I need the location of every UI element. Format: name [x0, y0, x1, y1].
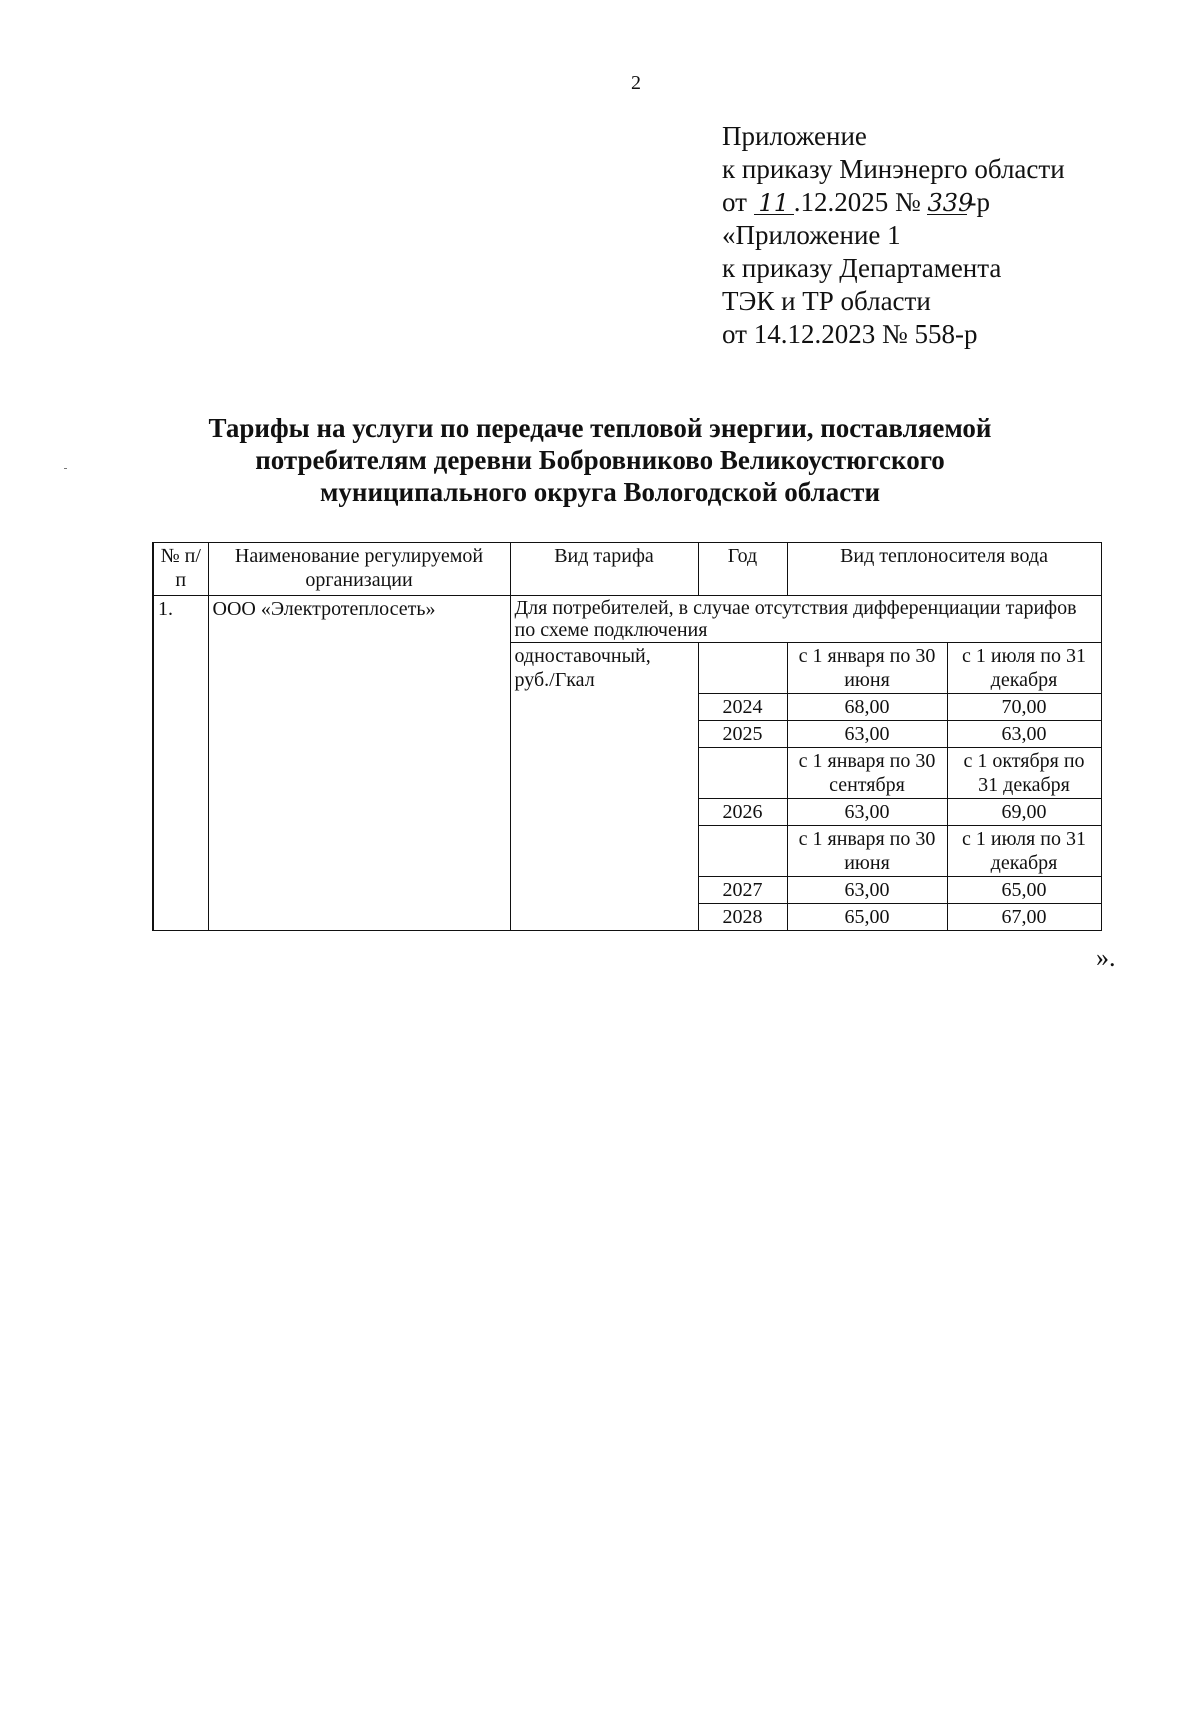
tariff-table	[152, 542, 1102, 931]
appendix-header	[722, 120, 1065, 351]
period-label: с 1 января по 30 июня	[787, 643, 947, 694]
appendix-line-5: к приказу Департамента	[722, 253, 1002, 283]
tariff-value: 63,00	[787, 877, 947, 904]
tariff-value: 65,00	[787, 904, 947, 931]
tariff-value: 70,00	[947, 694, 1101, 721]
tariff-value: 63,00	[787, 799, 947, 826]
tariff-value: 65,00	[947, 877, 1101, 904]
year-cell: 2025	[698, 721, 787, 748]
appendix-line-2: к приказу Минэнерго области	[722, 154, 1065, 184]
period-label: с 1 января по 30 сентября	[787, 748, 947, 799]
tariff-value: 67,00	[947, 904, 1101, 931]
handwritten-order-number: 339	[927, 189, 974, 217]
table-row	[153, 596, 1101, 643]
appendix-line-7: от 14.12.2023 № 558-р	[722, 319, 978, 349]
scan-speck	[64, 468, 67, 469]
year-cell: 2028	[698, 904, 787, 931]
header-year: Год	[698, 543, 787, 596]
period-label: с 1 июля по 31 декабря	[947, 826, 1101, 877]
appendix-order-suffix: -р	[967, 187, 990, 217]
period-label: с 1 июля по 31 декабря	[947, 643, 1101, 694]
page-number: 2	[631, 72, 641, 94]
handwritten-day: 11	[754, 192, 794, 215]
table-header-row	[153, 543, 1101, 596]
row-number: 1.	[153, 596, 208, 931]
title-line-1: Тарифы на услуги по передаче тепловой энергии, поставляемой	[208, 413, 992, 443]
document-title	[150, 412, 1050, 508]
closing-quote: ».	[1096, 943, 1116, 972]
year-cell: 2024	[698, 694, 787, 721]
header-tariff-type: Вид тарифа	[510, 543, 698, 596]
title-line-3: муниципального округа Вологодской области	[320, 477, 880, 507]
tariff-value: 69,00	[947, 799, 1101, 826]
year-cell-empty	[698, 643, 787, 694]
appendix-date-mid: .12.2025 №	[793, 187, 928, 217]
appendix-line-4: «Приложение 1	[722, 220, 901, 250]
title-line-2: потребителям деревни Бобровниково Великоустюгского	[255, 445, 945, 475]
tariff-label: одноставочный, руб./Гкал	[510, 643, 698, 931]
organization-name: ООО «Электротеплосеть»	[208, 596, 510, 931]
year-cell: 2026	[698, 799, 787, 826]
tariff-value: 68,00	[787, 694, 947, 721]
period-label: с 1 января по 30 июня	[787, 826, 947, 877]
appendix-date-prefix: от	[722, 187, 754, 217]
appendix-line-1: Приложение	[722, 121, 867, 151]
year-cell-empty	[698, 826, 787, 877]
tariff-value: 63,00	[947, 721, 1101, 748]
year-cell-empty	[698, 748, 787, 799]
header-org: Наименование регулируемой организации	[208, 543, 510, 596]
appendix-line-6: ТЭК и ТР области	[722, 286, 931, 316]
consumer-note: Для потребителей, в случае отсутствия дифференциации тарифов по схеме подключения	[510, 596, 1101, 643]
header-carrier: Вид теплоносителя вода	[787, 543, 1101, 596]
header-num: № п/п	[153, 543, 208, 596]
year-cell: 2027	[698, 877, 787, 904]
tariff-value: 63,00	[787, 721, 947, 748]
appendix-line-3	[722, 186, 1065, 219]
period-label: с 1 октября по 31 декабря	[947, 748, 1101, 799]
